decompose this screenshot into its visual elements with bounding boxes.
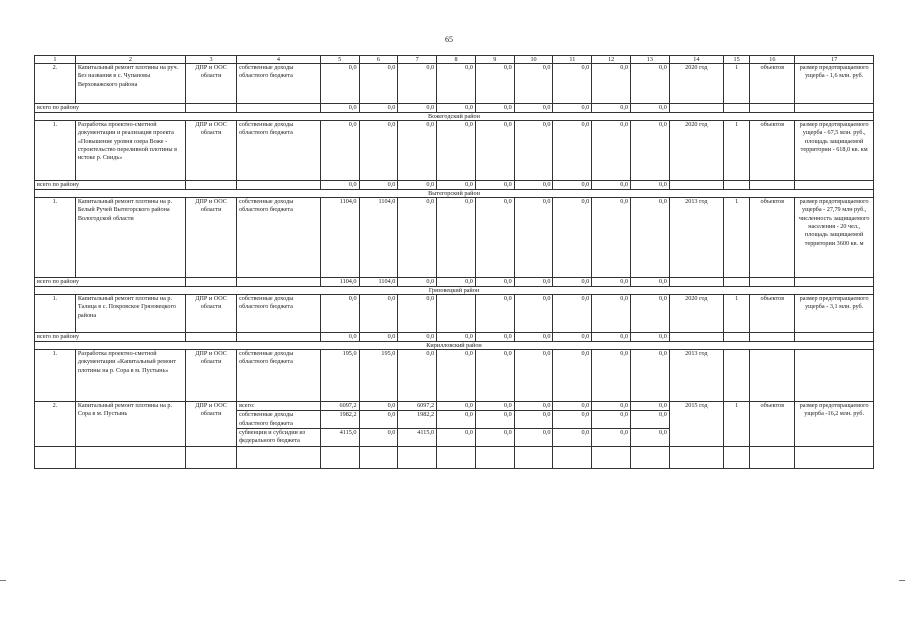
amount-cell: 0,0	[631, 429, 670, 447]
district-row	[35, 287, 874, 295]
empty-cell	[35, 446, 76, 468]
empty-cell	[237, 278, 321, 287]
empty-cell	[795, 104, 874, 113]
amount-cell: 0,0	[631, 64, 670, 104]
expected-result: размер предотвращаемого ущерба -16,2 млн. руб.	[795, 402, 874, 447]
empty-cell	[437, 446, 476, 468]
quantity: 1	[723, 402, 750, 447]
total-amount: 0,0	[514, 104, 553, 113]
total-row	[35, 181, 874, 190]
amount-cell: 0,0	[359, 402, 398, 411]
empty-cell	[750, 181, 795, 190]
amount-cell: 0,0	[359, 295, 398, 333]
amount-cell: 0,0	[514, 411, 553, 429]
amount-cell: 0,0	[475, 411, 514, 429]
total-label: всего по району	[35, 278, 186, 287]
empty-cell	[795, 446, 874, 468]
total-amount: 0,0	[514, 333, 553, 342]
empty-cell	[669, 333, 723, 342]
amount-cell: 0,0	[553, 411, 592, 429]
total-amount: 0,0	[320, 104, 359, 113]
amount-cell: 0,0	[514, 64, 553, 104]
expected-result: размер предотвращаемого ущерба - 1,6 млн. руб.	[795, 64, 874, 104]
total-amount: 0,0	[592, 181, 631, 190]
amount-cell: 0,0	[359, 411, 398, 429]
amount-cell: 0,0	[359, 121, 398, 181]
total-amount: 0,0	[359, 181, 398, 190]
total-amount: 0,0	[553, 278, 592, 287]
total-amount: 0,0	[553, 181, 592, 190]
header-cell: 2	[75, 56, 185, 64]
deadline: 2020 год	[669, 121, 723, 181]
funding-source: собственные доходы областного бюджета	[237, 411, 321, 429]
empty-cell	[237, 104, 321, 113]
header-cell: 10	[514, 56, 553, 64]
total-amount: 0,0	[592, 333, 631, 342]
row-number: 1.	[35, 350, 76, 402]
amount-cell: 0,0	[553, 198, 592, 278]
expected-result: размер предотвращаемого ущерба - 3,1 млн. руб.	[795, 295, 874, 333]
amount-cell: 0,0	[631, 411, 670, 429]
deadline: 2013 год	[669, 350, 723, 402]
amount-cell: 0,0	[514, 121, 553, 181]
amount-cell: 0,0	[437, 411, 476, 429]
empty-cell	[186, 278, 237, 287]
total-amount: 0,0	[592, 278, 631, 287]
header-cell: 3	[186, 56, 237, 64]
funding-source: собственные доходы областного бюджета	[237, 121, 321, 181]
header-cell: 16	[750, 56, 795, 64]
budget-table	[34, 55, 874, 469]
total-row	[35, 333, 874, 342]
quantity: 1	[723, 295, 750, 333]
header-cell: 17	[795, 56, 874, 64]
total-amount: 0,0	[514, 181, 553, 190]
amount-cell: 0,0	[475, 64, 514, 104]
amount-cell: 0,0	[631, 121, 670, 181]
row-number: 1.	[35, 295, 76, 333]
header-row	[35, 56, 874, 64]
empty-cell	[795, 181, 874, 190]
empty-cell	[723, 446, 750, 468]
amount-cell: 0,0	[592, 402, 631, 411]
amount-cell: 0,0	[437, 64, 476, 104]
measure-name: Капитальный ремонт плотины на руч. Без названия в с. Чупановы Верховажского района	[75, 64, 185, 104]
total-amount: 0,0	[437, 104, 476, 113]
executor: ДПР и ООС области	[186, 121, 237, 181]
expected-result: размер предотвращаемого ущерба - 27,79 млн руб., численность защищаемого населения - 20 чел., площадь защищаемой территории 3600 кв. м	[795, 198, 874, 278]
total-amount: 0,0	[475, 333, 514, 342]
total-amount: 0,0	[553, 104, 592, 113]
deadline: 2020 год	[669, 64, 723, 104]
total-amount: 0,0	[475, 104, 514, 113]
amount-cell: 0,0	[553, 121, 592, 181]
unit: объектов	[750, 64, 795, 104]
total-amount: 0,0	[475, 181, 514, 190]
amount-cell: 0,0	[514, 295, 553, 333]
edge-mark-right	[899, 580, 905, 581]
header-cell: 14	[669, 56, 723, 64]
empty-cell	[186, 181, 237, 190]
unit: объектов	[750, 295, 795, 333]
empty-cell	[669, 181, 723, 190]
total-label: всего по району	[35, 333, 186, 342]
total-amount: 0,0	[437, 333, 476, 342]
total-amount: 0,0	[514, 278, 553, 287]
header-cell: 12	[592, 56, 631, 64]
unit	[750, 350, 795, 402]
amount-cell: 0,0	[475, 350, 514, 402]
table-row	[35, 350, 874, 402]
amount-cell: 0,0	[514, 198, 553, 278]
empty-cell	[237, 181, 321, 190]
empty-cell	[750, 104, 795, 113]
quantity: 1	[723, 198, 750, 278]
total-amount: 0,0	[359, 333, 398, 342]
amount-cell: 0,0	[631, 198, 670, 278]
row-number: 1.	[35, 121, 76, 181]
executor: ДПР и ООС области	[186, 402, 237, 447]
amount-cell: 4115,0	[320, 429, 359, 447]
amount-cell: 0,0	[359, 64, 398, 104]
empty-cell	[795, 278, 874, 287]
total-amount: 0,0	[631, 104, 670, 113]
amount-cell: 0,0	[398, 121, 437, 181]
total-row	[35, 278, 874, 287]
district-title: Грязовецкий район	[35, 287, 874, 295]
amount-cell: 0,0	[592, 64, 631, 104]
header-cell: 9	[475, 56, 514, 64]
amount-cell: 0,0	[398, 198, 437, 278]
total-amount: 0,0	[592, 104, 631, 113]
empty-cell	[186, 104, 237, 113]
amount-cell: 0,0	[359, 429, 398, 447]
row-number: 2.	[35, 64, 76, 104]
expected-result: размер предотвращаемого ущерба - 67,5 млн. руб., площадь защищаемой территории - 618,0 кв. км	[795, 121, 874, 181]
table-row	[35, 64, 874, 104]
empty-cell	[237, 333, 321, 342]
table-row	[35, 198, 874, 278]
amount-cell: 0,0	[475, 295, 514, 333]
table-row	[35, 402, 874, 411]
funding-source: субвенции и субсидии из федерального бюджета	[237, 429, 321, 447]
empty-cell	[669, 104, 723, 113]
amount-cell: 6097,2	[398, 402, 437, 411]
empty-cell	[723, 181, 750, 190]
executor: ДПР и ООС области	[186, 350, 237, 402]
amount-cell: 0,0	[553, 350, 592, 402]
amount-cell: 0,0	[592, 295, 631, 333]
amount-cell: 0,0	[514, 350, 553, 402]
header-cell: 1	[35, 56, 76, 64]
amount-cell: 0,0	[398, 350, 437, 402]
header-cell: 5	[320, 56, 359, 64]
table-row	[35, 121, 874, 181]
blank-row	[35, 446, 874, 468]
amount-cell: 0,0	[631, 295, 670, 333]
empty-cell	[186, 446, 237, 468]
measure-name: Капитальный ремонт плотины на р. Белый Ручей Вытегорского района Вологодской области	[75, 198, 185, 278]
amount-cell: 0,0	[437, 402, 476, 411]
amount-cell: 4115,0	[398, 429, 437, 447]
unit: объектов	[750, 198, 795, 278]
amount-cell: 195,0	[320, 350, 359, 402]
amount-cell: 0,0	[631, 402, 670, 411]
header-cell: 11	[553, 56, 592, 64]
amount-cell: 0,0	[592, 429, 631, 447]
amount-cell: 0,0	[592, 411, 631, 429]
expected-result	[795, 350, 874, 402]
amount-cell: 0,0	[592, 121, 631, 181]
amount-cell: 0,0	[553, 429, 592, 447]
amount-cell: 0,0	[437, 429, 476, 447]
total-amount: 0,0	[398, 104, 437, 113]
deadline: 2020 год	[669, 295, 723, 333]
header-cell: 13	[631, 56, 670, 64]
total-amount: 1104,0	[320, 278, 359, 287]
amount-cell: 0,0	[437, 198, 476, 278]
district-title: Кирилловский район	[35, 342, 874, 350]
header-cell: 8	[437, 56, 476, 64]
amount-cell: 1104,0	[359, 198, 398, 278]
executor: ДПР и ООС области	[186, 295, 237, 333]
amount-cell: 0,0	[592, 198, 631, 278]
total-row	[35, 104, 874, 113]
measure-name: Разработка проектно-сметной документации «Капитальный ремонт плотины на р. Сора в м. Пустынь»	[75, 350, 185, 402]
amount-cell: 0,0	[553, 64, 592, 104]
empty-cell	[795, 333, 874, 342]
header-cell: 4	[237, 56, 321, 64]
funding-source: собственные доходы областного бюджета	[237, 295, 321, 333]
amount-cell: 1982,2	[320, 411, 359, 429]
header-cell: 15	[723, 56, 750, 64]
amount-cell: 0,0	[514, 429, 553, 447]
empty-cell	[320, 446, 359, 468]
total-amount: 0,0	[398, 181, 437, 190]
empty-cell	[553, 446, 592, 468]
total-amount: 0,0	[437, 181, 476, 190]
district-row	[35, 190, 874, 198]
quantity	[723, 350, 750, 402]
total-amount: 0,0	[475, 278, 514, 287]
empty-cell	[631, 446, 670, 468]
funding-source: собственные доходы областного бюджета	[237, 64, 321, 104]
amount-cell: 0,0	[320, 121, 359, 181]
quantity: 1	[723, 121, 750, 181]
amount-cell: 0,0	[475, 198, 514, 278]
empty-cell	[186, 333, 237, 342]
total-amount: 0,0	[631, 333, 670, 342]
amount-cell: 0,0	[553, 295, 592, 333]
deadline: 2013 год	[669, 198, 723, 278]
amount-cell: 0,0	[514, 402, 553, 411]
empty-cell	[237, 446, 321, 468]
total-amount: 0,0	[553, 333, 592, 342]
total-amount: 0,0	[631, 181, 670, 190]
measure-name: Капитальный ремонт плотины на р. Талица в с. Покровское Грязовецкого района	[75, 295, 185, 333]
total-amount: 0,0	[631, 278, 670, 287]
unit: объектов	[750, 121, 795, 181]
edge-mark-left	[0, 580, 6, 581]
empty-cell	[514, 446, 553, 468]
empty-cell	[723, 278, 750, 287]
amount-cell: 0,0	[475, 402, 514, 411]
amount-cell: 1104,0	[320, 198, 359, 278]
empty-cell	[750, 446, 795, 468]
amount-cell: 0,0	[631, 350, 670, 402]
district-title: Вытегорский район	[35, 190, 874, 198]
amount-cell: 0,0	[475, 429, 514, 447]
total-amount: 0,0	[398, 333, 437, 342]
header-cell: 7	[398, 56, 437, 64]
table-body	[35, 56, 874, 469]
district-row	[35, 342, 874, 350]
empty-cell	[359, 446, 398, 468]
empty-cell	[475, 446, 514, 468]
measure-name: Капитальный ремонт плотины на р. Сора в м. Пустынь	[75, 402, 185, 447]
total-amount: 0,0	[320, 181, 359, 190]
page-number: 65	[445, 35, 453, 44]
total-amount: 0,0	[398, 278, 437, 287]
empty-cell	[592, 446, 631, 468]
total-amount: 0,0	[359, 104, 398, 113]
total-amount: 0,0	[320, 333, 359, 342]
unit: объектов	[750, 402, 795, 447]
row-number: 2.	[35, 402, 76, 447]
amount-cell: 0,0	[320, 64, 359, 104]
empty-cell	[750, 333, 795, 342]
total-amount: 1104,0	[359, 278, 398, 287]
amount-cell: 6097,2	[320, 402, 359, 411]
amount-cell	[437, 295, 476, 333]
empty-cell	[723, 104, 750, 113]
header-cell: 6	[359, 56, 398, 64]
funding-source: собственные доходы областного бюджета	[237, 198, 321, 278]
empty-cell	[669, 446, 723, 468]
row-number: 1.	[35, 198, 76, 278]
amount-cell: 0,0	[320, 295, 359, 333]
executor: ДПР и ООС области	[186, 198, 237, 278]
amount-cell: 0,0	[592, 350, 631, 402]
amount-cell: 0,0	[553, 402, 592, 411]
amount-cell: 0,0	[398, 295, 437, 333]
amount-cell: 0,0	[437, 121, 476, 181]
amount-cell: 0,0	[398, 64, 437, 104]
deadline: 2015 год	[669, 402, 723, 447]
district-row	[35, 113, 874, 121]
amount-cell: 0,0	[475, 121, 514, 181]
amount-cell: 1982,2	[398, 411, 437, 429]
funding-source: всего:	[237, 402, 321, 411]
executor: ДПР и ООС области	[186, 64, 237, 104]
district-title: Вожегодский район	[35, 113, 874, 121]
empty-cell	[398, 446, 437, 468]
total-amount: 0,0	[437, 278, 476, 287]
quantity: 1	[723, 64, 750, 104]
amount-cell: 0,0	[437, 350, 476, 402]
empty-cell	[669, 278, 723, 287]
empty-cell	[723, 333, 750, 342]
measure-name: Разработка проектно-сметной документации и реализация проекта «Повышение уровня озера Воже - строительство переливной плотины в истоке р. Свидь»	[75, 121, 185, 181]
empty-cell	[750, 278, 795, 287]
total-label: всего по району	[35, 181, 186, 190]
empty-cell	[75, 446, 185, 468]
total-label: всего по району	[35, 104, 186, 113]
table-row	[35, 295, 874, 333]
funding-source: собственные доходы областного бюджета	[237, 350, 321, 402]
amount-cell: 195,0	[359, 350, 398, 402]
